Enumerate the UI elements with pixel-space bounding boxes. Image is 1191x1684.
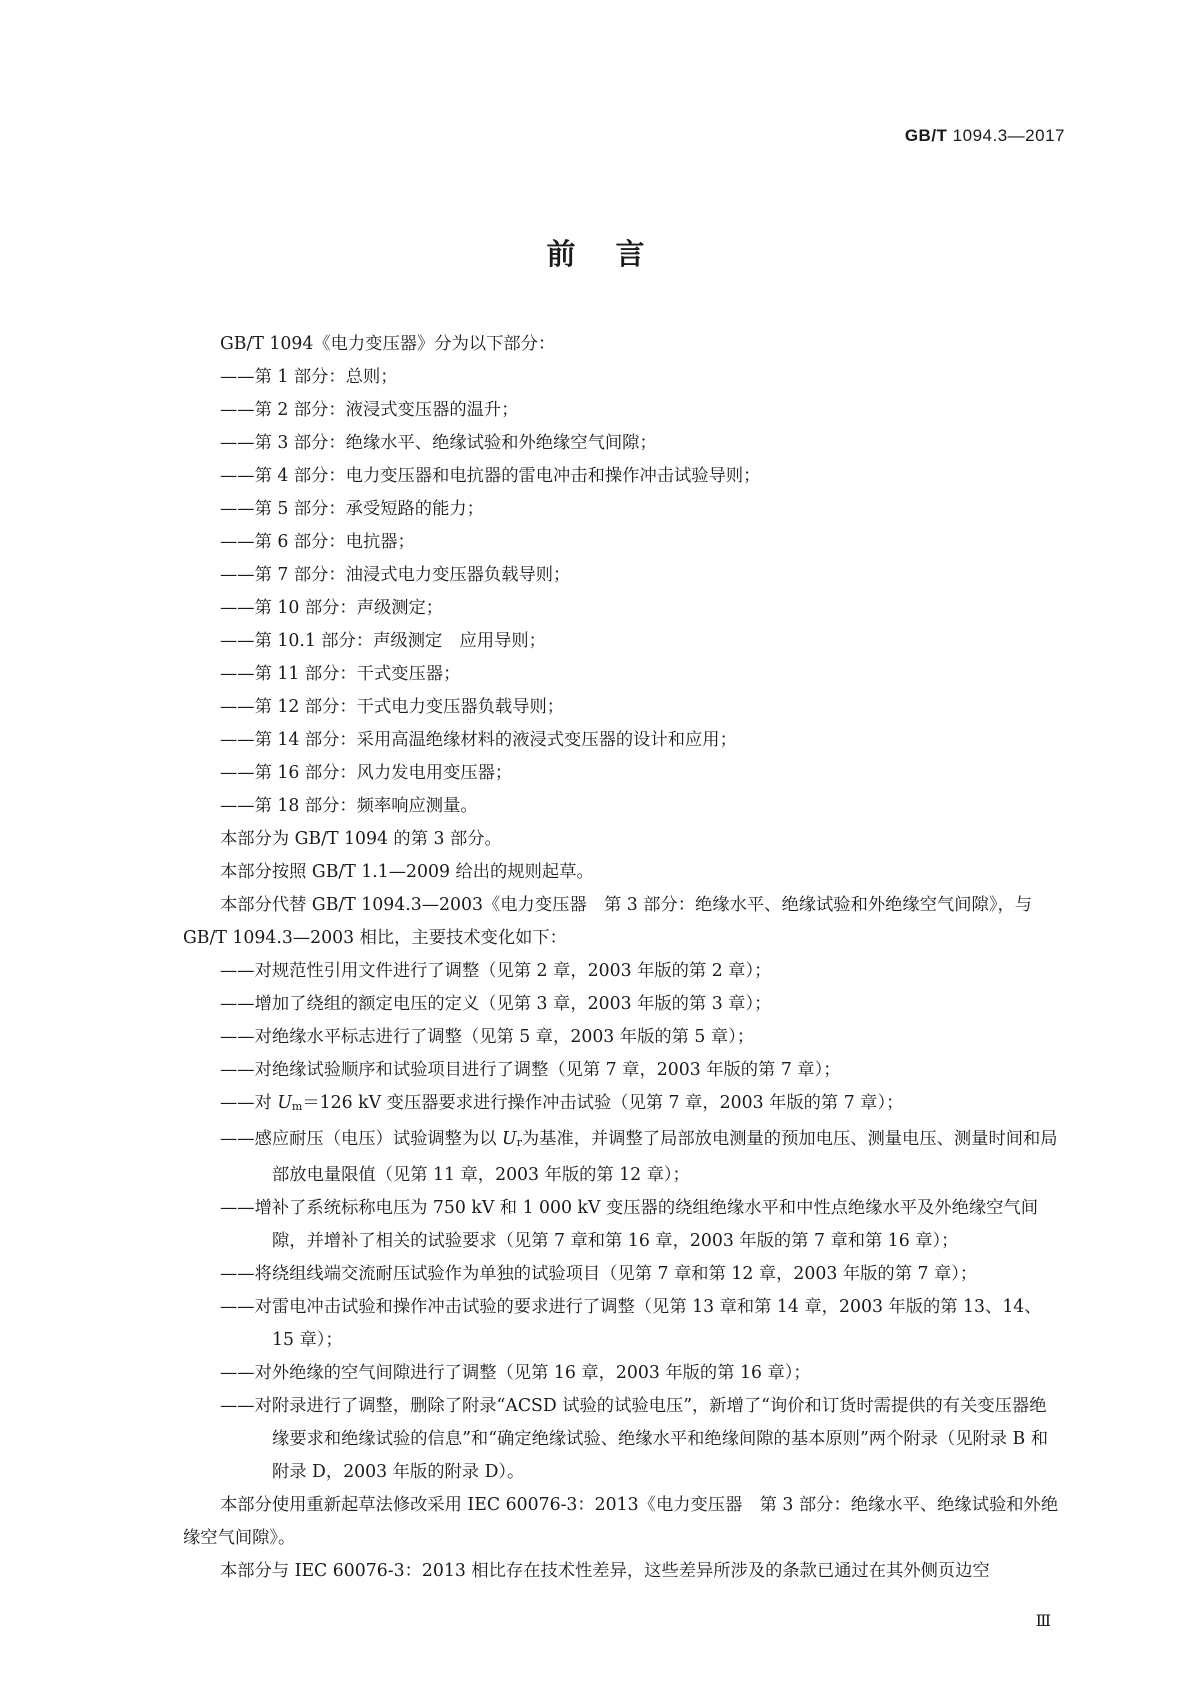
list-item: ——第 14 部分：采用高温绝缘材料的液浸式变压器的设计和应用； (220, 730, 737, 750)
intro-paragraph: GB/T 1094《电力变压器》分为以下部分： (220, 334, 556, 354)
list-item (183, 1123, 1063, 1192)
voltage-variable: U (277, 1093, 292, 1113)
voltage-variable: U (502, 1129, 517, 1149)
drafting-rules-paragraph: 本部分按照 GB/T 1.1—2009 给出的规则起草。 (220, 862, 594, 882)
list-item: ——对外绝缘的空气间隙进行了调整（见第 16 章，2003 年版的第 16 章）； (220, 1363, 811, 1383)
list-item: ——第 5 部分：承受短路的能力； (220, 499, 484, 519)
list-item: ——对绝缘试验顺序和试验项目进行了调整（见第 7 章，2003 年版的第 7 章）； (220, 1060, 841, 1080)
list-item-prefix: ——对 (220, 1093, 278, 1113)
page-title: 前言 (546, 237, 685, 271)
document-body (183, 328, 1063, 1588)
voltage-subscript: r (516, 1136, 522, 1149)
list-item: ——对雷电冲击试验和操作冲击试验的要求进行了调整（见第 13 章和第 14 章，2003 年版的第 13、14、15 章）； (220, 1297, 1042, 1350)
list-item-suffix: ＝126 kV 变压器要求进行操作冲击试验（见第 7 章，2003 年版的第 7 章）； (302, 1093, 904, 1113)
iec-adoption-paragraph: 本部分使用重新起草法修改采用 IEC 60076-3：2013《电力变压器 第 3 部分：绝缘水平、绝缘试验和外绝缘空气间隙》。 (183, 1495, 1059, 1548)
part-of-paragraph: 本部分为 GB/T 1094 的第 3 部分。 (220, 829, 502, 849)
list-item: ——第 6 部分：电抗器； (220, 532, 415, 552)
page-number: Ⅲ (1035, 1613, 1051, 1630)
list-item: ——第 4 部分：电力变压器和电抗器的雷电冲击和操作冲击试验导则； (220, 466, 761, 486)
list-item: ——增补了系统标称电压为 750 kV 和 1 000 kV 变压器的绕组绝缘水平和中性点绝缘水平及外绝缘空气间隙，并增补了相关的试验要求（见第 7 章和第 16 章，2003 年版的第 7 章和第 16 章）； (220, 1198, 1039, 1251)
changes-list (183, 955, 1063, 1489)
list-item: ——第 16 部分：风力发电用变压器； (220, 763, 513, 783)
list-item: ——第 3 部分：绝缘水平、绝缘试验和外绝缘空气间隙； (220, 433, 657, 453)
list-item-prefix: ——感应耐压（电压）试验调整为以 (220, 1129, 502, 1149)
list-item: ——对附录进行了调整，删除了附录“ACSD 试验的试验电压”，新增了“询价和订货时需提供的有关变压器绝缘要求和绝缘试验的信息”和“确定绝缘试验、绝缘水平和绝缘间隙的基本原则”两个附录（见附录 B 和附录 D，2003 年版的附录 D）。 (220, 1396, 1049, 1482)
standard-code-header (905, 126, 1065, 146)
list-item: ——对绝缘水平标志进行了调整（见第 5 章，2003 年版的第 5 章）； (220, 1027, 755, 1047)
list-item: ——第 10 部分：声级测定； (220, 598, 444, 618)
list-item: ——第 2 部分：液浸式变压器的温升； (220, 400, 519, 420)
list-item: ——第 1 部分：总则； (220, 367, 398, 387)
list-item: ——将绕组线端交流耐压试验作为单独的试验项目（见第 7 章和第 12 章，2003 年版的第 7 章）； (220, 1264, 978, 1284)
standard-number: 1094.3—2017 (952, 126, 1065, 145)
replaces-paragraph: 本部分代替 GB/T 1094.3—2003《电力变压器 第 3 部分：绝缘水平、绝缘试验和外绝缘空气间隙》，与 GB/T 1094.3—2003 相比，主要技术变化如下： (183, 895, 1033, 948)
parts-list (183, 361, 1063, 823)
list-item: ——对规范性引用文件进行了调整（见第 2 章，2003 年版的第 2 章）； (220, 961, 772, 981)
voltage-subscript: m (291, 1100, 303, 1113)
list-item: ——第 12 部分：干式电力变压器负载导则； (220, 697, 565, 717)
list-item: ——第 10.1 部分：声级测定 应用导则； (220, 631, 546, 651)
list-item-suffix: 为基准，并调整了局部放电测量的预加电压、测量电压、测量时间和局部放电量限值（见第 11 章，2003 年版的第 12 章）； (272, 1129, 1058, 1185)
standard-prefix: GB/T (904, 126, 948, 145)
list-item (183, 1087, 1063, 1123)
technical-differences-paragraph: 本部分与 IEC 60076-3：2013 相比存在技术性差异，这些差异所涉及的条款已通过在其外侧页边空 (220, 1561, 990, 1581)
list-item: ——第 18 部分：频率响应测量。 (220, 796, 478, 816)
list-item: ——第 11 部分：干式变压器； (220, 664, 461, 684)
list-item: ——第 7 部分：油浸式电力变压器负载导则； (220, 565, 571, 585)
list-item: ——增加了绕组的额定电压的定义（见第 3 章，2003 年版的第 3 章）； (220, 994, 772, 1014)
